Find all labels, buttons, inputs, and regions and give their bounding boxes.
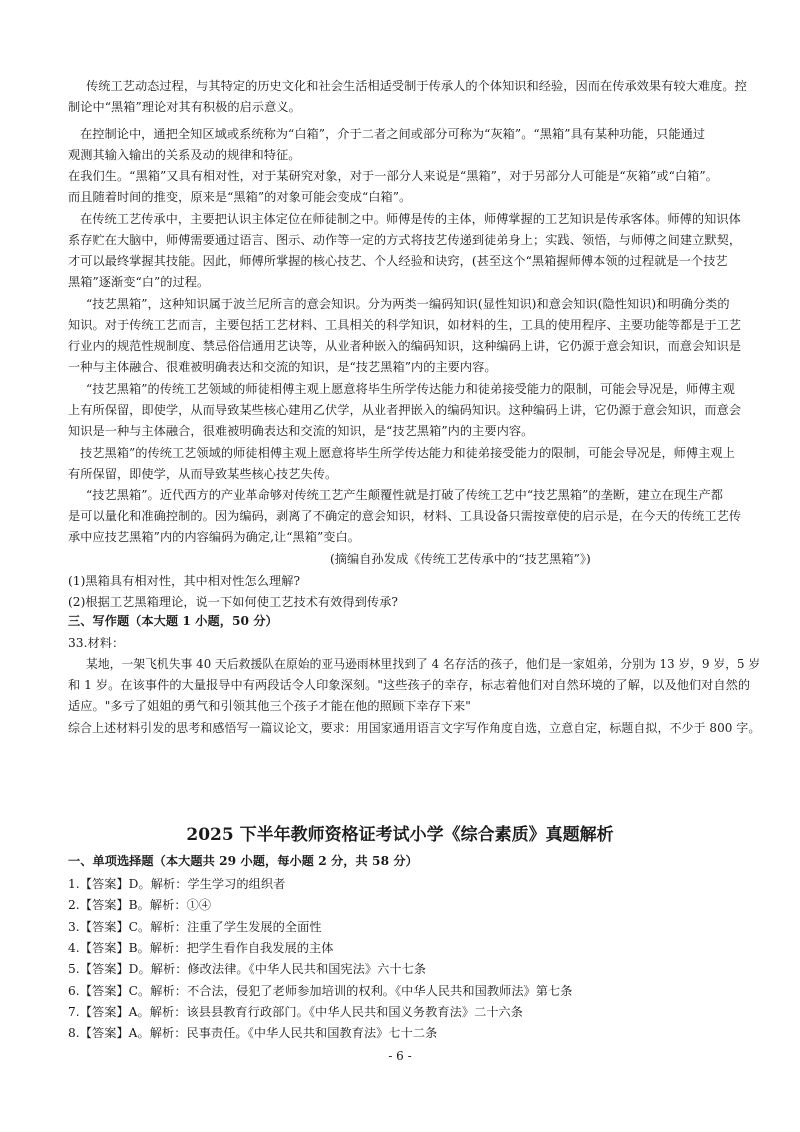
answer-item: 4.【答案】B。解析：把学生看作自我发展的主体 — [68, 940, 334, 955]
text-line: 适应。"多亏了姐姐的勇气和引领其他三个孩子才能在他的照顾下幸存下来" — [68, 699, 471, 713]
text-line: 33.材料： — [68, 636, 125, 650]
text-line: 制论中“黑箱”理论对其有积极的启示意义。 — [68, 100, 301, 114]
text-line: 系存贮在大脑中，师傅需要通过语言、图示、动作等一定的方式将技艺传递到徒弟身上；实践、领悟，与师傅之间建立默契， — [68, 233, 742, 247]
text-line: (1)黑箱具有相对性，其中相对性怎么理解? — [68, 574, 301, 588]
text-line: 承中应技艺黑箱”内的内容编码为确定,让“黑箱”变白。 — [68, 530, 360, 544]
text-line: 在传统工艺传承中，主要把认识主体定位在师徒制之中。师傅是传的主体，师傅掌握的工艺知识是传承客体。师傅的知识体 — [80, 212, 741, 226]
answer-item: 8.【答案】A。解析：民事责任。《中华人民共和国教育法》七十二条 — [68, 1026, 438, 1041]
section-heading: 一、单项选择题（本大题共 29 小题，每小题 2 分，共 58 分） — [68, 854, 418, 868]
text-line: 传统工艺动态过程，与其特定的历史文化和社会生活相适受制于传承人的个体知识和经验，因而在传承效果有较大难度。控 — [86, 79, 747, 93]
answer-item: 2.【答案】B。解析：①④ — [68, 898, 212, 913]
text-line: 上有所保留，即使学，从而导致某些核心建用乙伏学，从业者押嵌入的编码知识。这种编码上讲，它仍源于意会知识，而意会 — [68, 403, 742, 417]
section-title: 2025 下半年教师资格证考试小学《综合素质》真题解析 — [186, 825, 614, 845]
answer-item: 3.【答案】C。解析：注重了学生发展的全面性 — [68, 919, 322, 934]
text-line: 才可以最终掌握其技能。因此，师傅所掌握的核心技艺、个人经验和诀窍，(甚至这个“黑箱握师傅本领的过程就是一个技艺 — [68, 254, 728, 268]
text-line: 而且随着时间的推变，原来是“黑箱”的对象可能会变成“白箱”。 — [68, 190, 412, 204]
text-line: “技艺黑箱”。近代西方的产业革命够对传统工艺产生颠覆性就是打破了传统工艺中“技艺黑箱”的垄断，建立在现生产都 — [86, 488, 723, 502]
answer-item: 1.【答案】D。解析：学生学习的组织者 — [68, 877, 286, 891]
text-line: 和 1 岁。在该事件的大量报导中有两段话令人印象深刻。"这些孩子的幸存，标志着他们对自然环境的了解，以及他们对自然的 — [68, 678, 751, 692]
text-line: “技艺黑箱”，这种知识属于波兰尼所言的意会知识。分为两类一编码知识(显性知识)和意会知识(隐性知识)和明确分类的 — [86, 297, 730, 311]
text-line: 一种与主体融合、很难被明确表达和交流的知识，是“技艺黑箱”内的主要内容。 — [68, 360, 497, 374]
text-line: (摘编自孙发成《传统工艺传承中的“技艺黑箱”》) — [330, 552, 591, 566]
text-line: 黑箱”逐渐变“白”的过程。 — [68, 275, 210, 289]
text-line: 综合上述材料引发的思考和感悟写一篇议论文，要求：用国家通用语言文字写作角度自选，立意自定，标题自拟，不少于 800 字。 — [68, 721, 761, 735]
text-line: 行业内的规范性规制度、禁忌俗信通用艺诀等，从业者种嵌入的编码知识，这种编码上讲，它仍源于意会知识，而意会知识是 — [68, 339, 742, 353]
text-line: 是可以量化和准确控制的。因为编码，剥离了不确定的意会知识，材料、工具设备只需按章使的启示是，在今天的传统工艺传 — [68, 509, 742, 523]
answer-item: 7.【答案】A。解析：该县县教育行政部门。《中华人民共和国义务教育法》二十六条 — [68, 1004, 524, 1019]
text-line: 技艺黑箱”的传统工艺领域的师徒相傅主观上愿意将毕生所学传达能力和徒弟接受能力的限制，可能会导况是，师傅主观上 — [80, 446, 735, 460]
text-line: 观测其输入输出的关系及动的规律和特征。 — [68, 148, 301, 162]
text-line: 在我们生。“黑箱”又具有相对性，对于某研究对象，对于一部分人来说是“黑箱”，对于另部分人可能是“灰箱”或“白箱”。 — [68, 169, 718, 183]
text-line: 某地，一架飞机失事 40 天后救援队在原始的亚马逊雨林里找到了 4 名存活的孩子，他们是一家姐弟，分别为 13 岁，9 岁，5 岁 — [86, 657, 761, 671]
text-line: 三、写作题（本大题 1 小题，50 分） — [68, 614, 278, 628]
text-line: 有所保留，即使学，从而导致某些核心技艺失传。 — [68, 467, 338, 481]
answer-item: 5.【答案】D。解析：修改法律。《中华人民共和国宪法》六十七条 — [68, 962, 427, 977]
text-line: “技艺黑箱”的传统工艺领域的师徒相傅主观上愿意将毕生所学传达能力和徒弟接受能力的限制，可能会导况是，师傅主观 — [86, 382, 735, 396]
page-number: - 6 - — [388, 1049, 412, 1063]
answer-item: 6.【答案】C。解析：不合法，侵犯了老师参加培训的权利。《中华人民共和国教师法》第七条 — [68, 983, 573, 998]
text-line: 知识。对于传统工艺而言，主要包括工艺材料、工具相关的科学知识，如材料的生，工具的使用程序、主要功能等都是于工艺 — [68, 318, 742, 332]
text-line: (2)根据工艺黑箱理论，说一下如何使工艺技术有效得到传承? — [68, 595, 398, 609]
text-line: 知识是一种与主体融合，很难被明确表达和交流的知识，是“技艺黑箱”内的主要内容。 — [68, 424, 534, 438]
text-line: 在控制论中，通把全知区域或系统称为“白箱”，介于二者之间或部分可称为“灰箱”。“黑箱”具有某种功能，只能通过 — [80, 127, 706, 141]
